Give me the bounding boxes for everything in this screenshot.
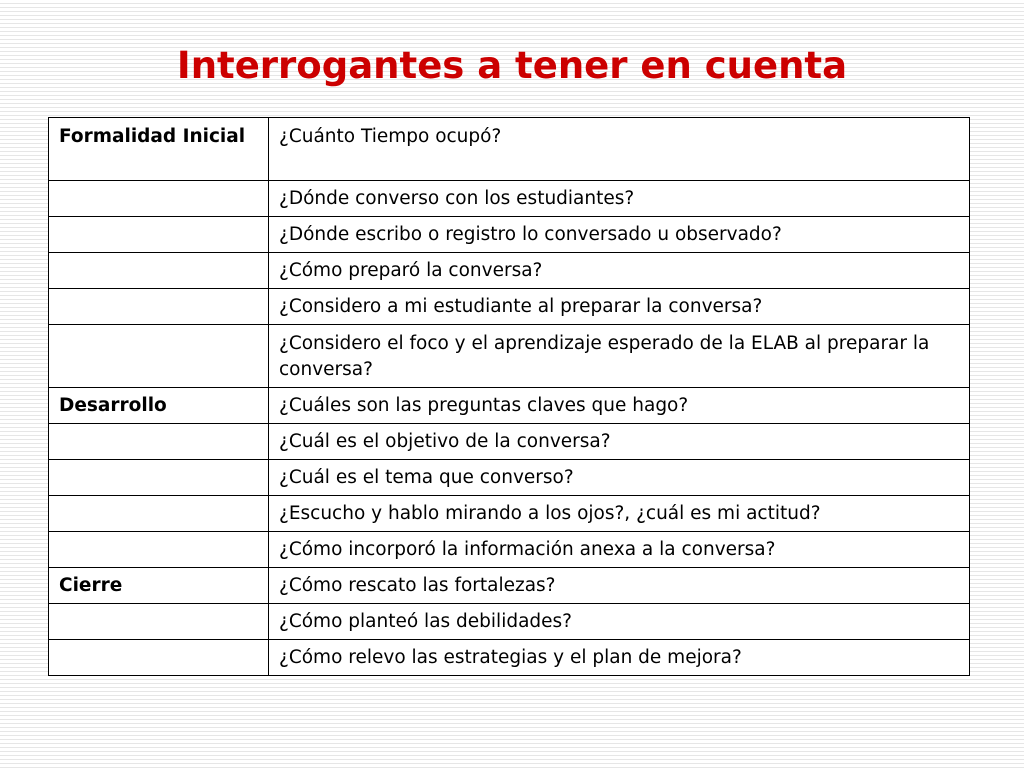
slide-title: Interrogantes a tener en cuenta [176, 44, 848, 87]
question-cell: ¿Cómo preparó la conversa? [269, 253, 970, 289]
question-cell: ¿Dónde converso con los estudiantes? [269, 181, 970, 217]
section-cell: Cierre [49, 568, 269, 604]
table-row [49, 217, 970, 253]
section-cell [49, 496, 269, 532]
question-cell: ¿Cómo incorporó la información anexa a la conversa? [269, 532, 970, 568]
question-cell: ¿Cómo rescato las fortalezas? [269, 568, 970, 604]
section-cell [49, 289, 269, 325]
section-cell [49, 604, 269, 640]
section-cell [49, 424, 269, 460]
table-row [49, 424, 970, 460]
table-row [49, 253, 970, 289]
section-cell [49, 640, 269, 676]
question-cell: ¿Cuál es el tema que converso? [269, 460, 970, 496]
table-row [49, 568, 970, 604]
question-cell: ¿Cuál es el objetivo de la conversa? [269, 424, 970, 460]
section-cell [49, 217, 269, 253]
question-cell: ¿Considero el foco y el aprendizaje esperado de la ELAB al preparar la conversa? [269, 325, 970, 388]
section-cell [49, 181, 269, 217]
table-row [49, 118, 970, 181]
question-cell: ¿Cuánto Tiempo ocupó? [269, 118, 970, 181]
table-row [49, 388, 970, 424]
questions-table [48, 117, 970, 676]
section-cell: Desarrollo [49, 388, 269, 424]
question-cell: ¿Escucho y hablo mirando a los ojos?, ¿cuál es mi actitud? [269, 496, 970, 532]
question-cell: ¿Cómo planteó las debilidades? [269, 604, 970, 640]
table-row [49, 496, 970, 532]
table-row [49, 640, 970, 676]
section-cell: Formalidad Inicial [49, 118, 269, 181]
question-cell: ¿Cómo relevo las estrategias y el plan de mejora? [269, 640, 970, 676]
section-cell [49, 532, 269, 568]
question-cell: ¿Cuáles son las preguntas claves que hago? [269, 388, 970, 424]
question-cell: ¿Dónde escribo o registro lo conversado u observado? [269, 217, 970, 253]
table-row [49, 604, 970, 640]
section-cell [49, 460, 269, 496]
question-cell: ¿Considero a mi estudiante al preparar la conversa? [269, 289, 970, 325]
table-row [49, 181, 970, 217]
table-row [49, 460, 970, 496]
table-row [49, 325, 970, 388]
table-row [49, 532, 970, 568]
section-cell [49, 253, 269, 289]
section-cell [49, 325, 269, 388]
table-row [49, 289, 970, 325]
